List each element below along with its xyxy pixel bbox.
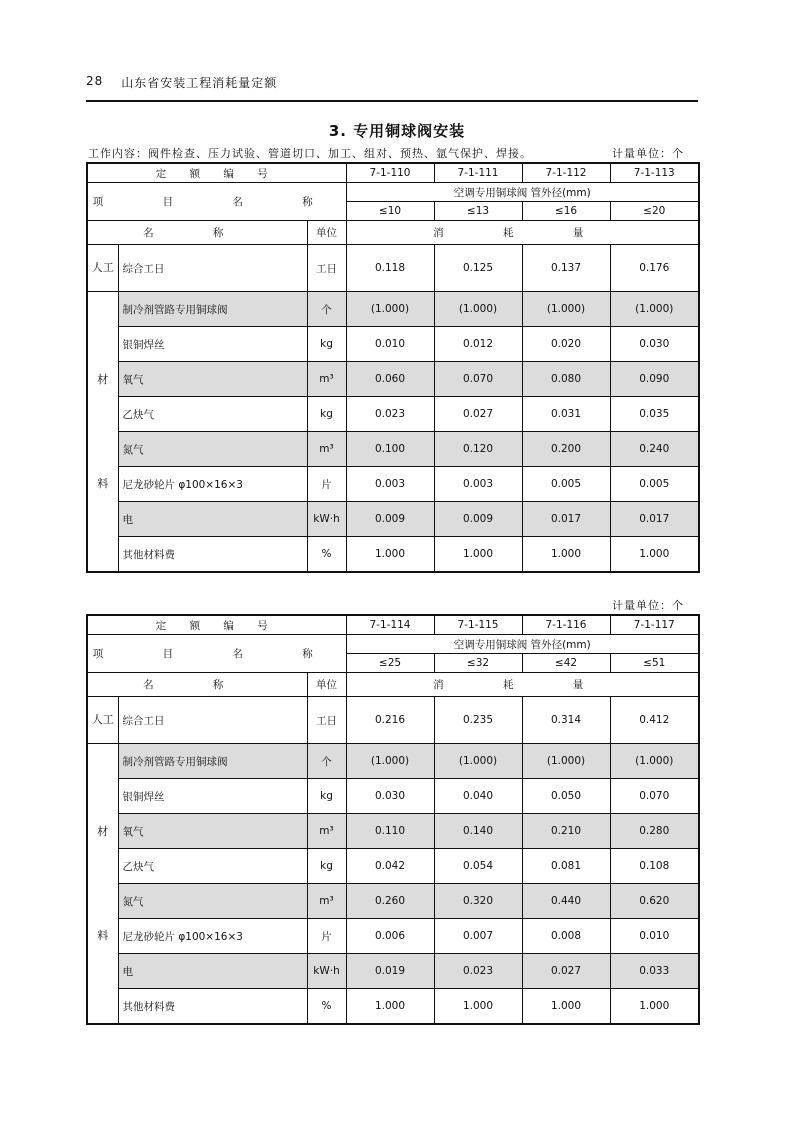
material-value: 0.320 (434, 884, 522, 919)
name-header: 名 称 (87, 221, 307, 245)
size-spec: ≤16 (522, 202, 610, 221)
material-value: 0.019 (346, 954, 434, 989)
material-name: 乙炔气 (118, 849, 307, 884)
quota-table-2 (86, 614, 700, 1025)
material-value: 1.000 (522, 989, 610, 1025)
material-name: 其他材料费 (118, 537, 307, 573)
material-value: 0.005 (522, 467, 610, 502)
material-unit: m³ (307, 884, 346, 919)
material-value: 1.000 (346, 537, 434, 573)
material-value: 0.017 (610, 502, 699, 537)
material-name: 氮气 (118, 884, 307, 919)
labor-category: 人工 (87, 697, 118, 744)
material-value: 0.010 (346, 327, 434, 362)
quota-code: 7-1-114 (346, 615, 434, 635)
material-unit: % (307, 537, 346, 573)
material-value: 0.030 (610, 327, 699, 362)
item-title: 空调专用铜球阀 管外径(mm) (346, 183, 699, 202)
labor-name: 综合工日 (118, 697, 307, 744)
quota-code: 7-1-112 (522, 163, 610, 183)
material-name: 氧气 (118, 814, 307, 849)
material-value: 0.080 (522, 362, 610, 397)
material-value: 0.620 (610, 884, 699, 919)
material-value: 0.440 (522, 884, 610, 919)
page-number: 28 (86, 74, 104, 88)
work-content: 工作内容：阀件检查、压力试验、管道切口、加工、组对、预热、氩气保护、焊接。 (88, 147, 532, 160)
material-value: 0.070 (610, 779, 699, 814)
header-rule (86, 100, 698, 102)
labor-value: 0.314 (522, 697, 610, 744)
material-unit: kW·h (307, 502, 346, 537)
material-value: 0.240 (610, 432, 699, 467)
material-name: 电 (118, 954, 307, 989)
material-name: 电 (118, 502, 307, 537)
material-category (87, 744, 118, 1025)
quota-code: 7-1-110 (346, 163, 434, 183)
material-value: 0.042 (346, 849, 434, 884)
quota-table-1 (86, 162, 700, 573)
material-category-char-1: 材 (97, 824, 109, 838)
material-value: 0.008 (522, 919, 610, 954)
material-value: 0.040 (434, 779, 522, 814)
quota-code-label: 定 额 编 号 (87, 163, 346, 183)
material-unit: m³ (307, 362, 346, 397)
material-value: 1.000 (434, 989, 522, 1025)
material-name: 尼龙砂轮片 φ100×16×3 (118, 919, 307, 954)
material-value: (1.000) (522, 292, 610, 327)
labor-unit: 工日 (307, 697, 346, 744)
labor-value: 0.176 (610, 245, 699, 292)
material-name: 乙炔气 (118, 397, 307, 432)
material-unit: m³ (307, 432, 346, 467)
material-value: 0.020 (522, 327, 610, 362)
consumption-header: 消 耗 量 (346, 221, 699, 245)
material-unit: 个 (307, 744, 346, 779)
labor-category: 人工 (87, 245, 118, 292)
material-value: 0.054 (434, 849, 522, 884)
material-value: 0.006 (346, 919, 434, 954)
size-spec: ≤42 (522, 654, 610, 673)
material-value: 0.260 (346, 884, 434, 919)
material-category-char-1: 材 (97, 372, 109, 386)
material-value: 0.023 (434, 954, 522, 989)
size-spec: ≤10 (346, 202, 434, 221)
size-spec: ≤51 (610, 654, 699, 673)
material-value: 1.000 (434, 537, 522, 573)
size-spec: ≤32 (434, 654, 522, 673)
labor-value: 0.412 (610, 697, 699, 744)
material-value: (1.000) (610, 292, 699, 327)
quota-code-label: 定 额 编 号 (87, 615, 346, 635)
material-unit: 片 (307, 467, 346, 502)
material-value: (1.000) (346, 292, 434, 327)
material-category-char-2: 料 (97, 928, 109, 942)
material-value: (1.000) (610, 744, 699, 779)
material-value: 0.060 (346, 362, 434, 397)
size-spec: ≤20 (610, 202, 699, 221)
material-value: 0.108 (610, 849, 699, 884)
section-title: 3. 专用铜球阀安装 (328, 122, 466, 140)
material-value: 0.027 (434, 397, 522, 432)
material-value: 0.030 (346, 779, 434, 814)
material-value: 1.000 (610, 537, 699, 573)
measure-unit-1: 计量单位：个 (612, 147, 684, 160)
material-value: 0.200 (522, 432, 610, 467)
labor-value: 0.118 (346, 245, 434, 292)
material-value: 1.000 (346, 989, 434, 1025)
material-value: 0.023 (346, 397, 434, 432)
material-value: 0.005 (610, 467, 699, 502)
item-name-label: 项 目 名 称 (87, 635, 346, 673)
material-value: 0.120 (434, 432, 522, 467)
material-value: 0.027 (522, 954, 610, 989)
size-spec: ≤13 (434, 202, 522, 221)
material-value: 0.007 (434, 919, 522, 954)
material-value: 0.003 (346, 467, 434, 502)
labor-value: 0.125 (434, 245, 522, 292)
material-unit: 片 (307, 919, 346, 954)
material-name: 尼龙砂轮片 φ100×16×3 (118, 467, 307, 502)
material-value: 0.081 (522, 849, 610, 884)
material-value: 1.000 (610, 989, 699, 1025)
material-value: 0.009 (434, 502, 522, 537)
page-header (86, 74, 698, 91)
material-value: 0.090 (610, 362, 699, 397)
material-name: 制冷剂管路专用铜球阀 (118, 744, 307, 779)
quota-code: 7-1-116 (522, 615, 610, 635)
item-title: 空调专用铜球阀 管外径(mm) (346, 635, 699, 654)
material-value: 0.012 (434, 327, 522, 362)
material-unit: m³ (307, 814, 346, 849)
labor-value: 0.235 (434, 697, 522, 744)
quota-code: 7-1-115 (434, 615, 522, 635)
labor-unit: 工日 (307, 245, 346, 292)
material-value: (1.000) (434, 744, 522, 779)
quota-code: 7-1-117 (610, 615, 699, 635)
material-value: 0.035 (610, 397, 699, 432)
material-value: 0.031 (522, 397, 610, 432)
material-value: 1.000 (522, 537, 610, 573)
material-unit: kW·h (307, 954, 346, 989)
material-unit: 个 (307, 292, 346, 327)
material-value: 0.210 (522, 814, 610, 849)
material-value: 0.017 (522, 502, 610, 537)
quota-code: 7-1-111 (434, 163, 522, 183)
material-value: (1.000) (434, 292, 522, 327)
material-category-char-2: 料 (97, 476, 109, 490)
material-name: 其他材料费 (118, 989, 307, 1025)
item-name-label: 项 目 名 称 (87, 183, 346, 221)
material-value: 0.110 (346, 814, 434, 849)
material-name: 氮气 (118, 432, 307, 467)
material-value: 0.280 (610, 814, 699, 849)
material-value: 0.003 (434, 467, 522, 502)
material-name: 氧气 (118, 362, 307, 397)
labor-value: 0.216 (346, 697, 434, 744)
unit-header: 单位 (307, 221, 346, 245)
material-value: 0.100 (346, 432, 434, 467)
name-header: 名 称 (87, 673, 307, 697)
material-value: 0.070 (434, 362, 522, 397)
material-unit: kg (307, 327, 346, 362)
material-value: (1.000) (522, 744, 610, 779)
measure-unit-2: 计量单位：个 (612, 599, 684, 612)
material-name: 制冷剂管路专用铜球阀 (118, 292, 307, 327)
material-name: 银铜焊丝 (118, 327, 307, 362)
book-title: 山东省安装工程消耗量定额 (121, 76, 278, 90)
material-value: 0.050 (522, 779, 610, 814)
material-unit: kg (307, 849, 346, 884)
labor-value: 0.137 (522, 245, 610, 292)
material-value: 0.009 (346, 502, 434, 537)
material-value: 0.140 (434, 814, 522, 849)
unit-header: 单位 (307, 673, 346, 697)
material-unit: kg (307, 779, 346, 814)
material-unit: kg (307, 397, 346, 432)
consumption-header: 消 耗 量 (346, 673, 699, 697)
material-unit: % (307, 989, 346, 1025)
material-value: 0.010 (610, 919, 699, 954)
material-name: 银铜焊丝 (118, 779, 307, 814)
material-value: (1.000) (346, 744, 434, 779)
quota-code: 7-1-113 (610, 163, 699, 183)
labor-name: 综合工日 (118, 245, 307, 292)
material-value: 0.033 (610, 954, 699, 989)
material-category (87, 292, 118, 573)
size-spec: ≤25 (346, 654, 434, 673)
